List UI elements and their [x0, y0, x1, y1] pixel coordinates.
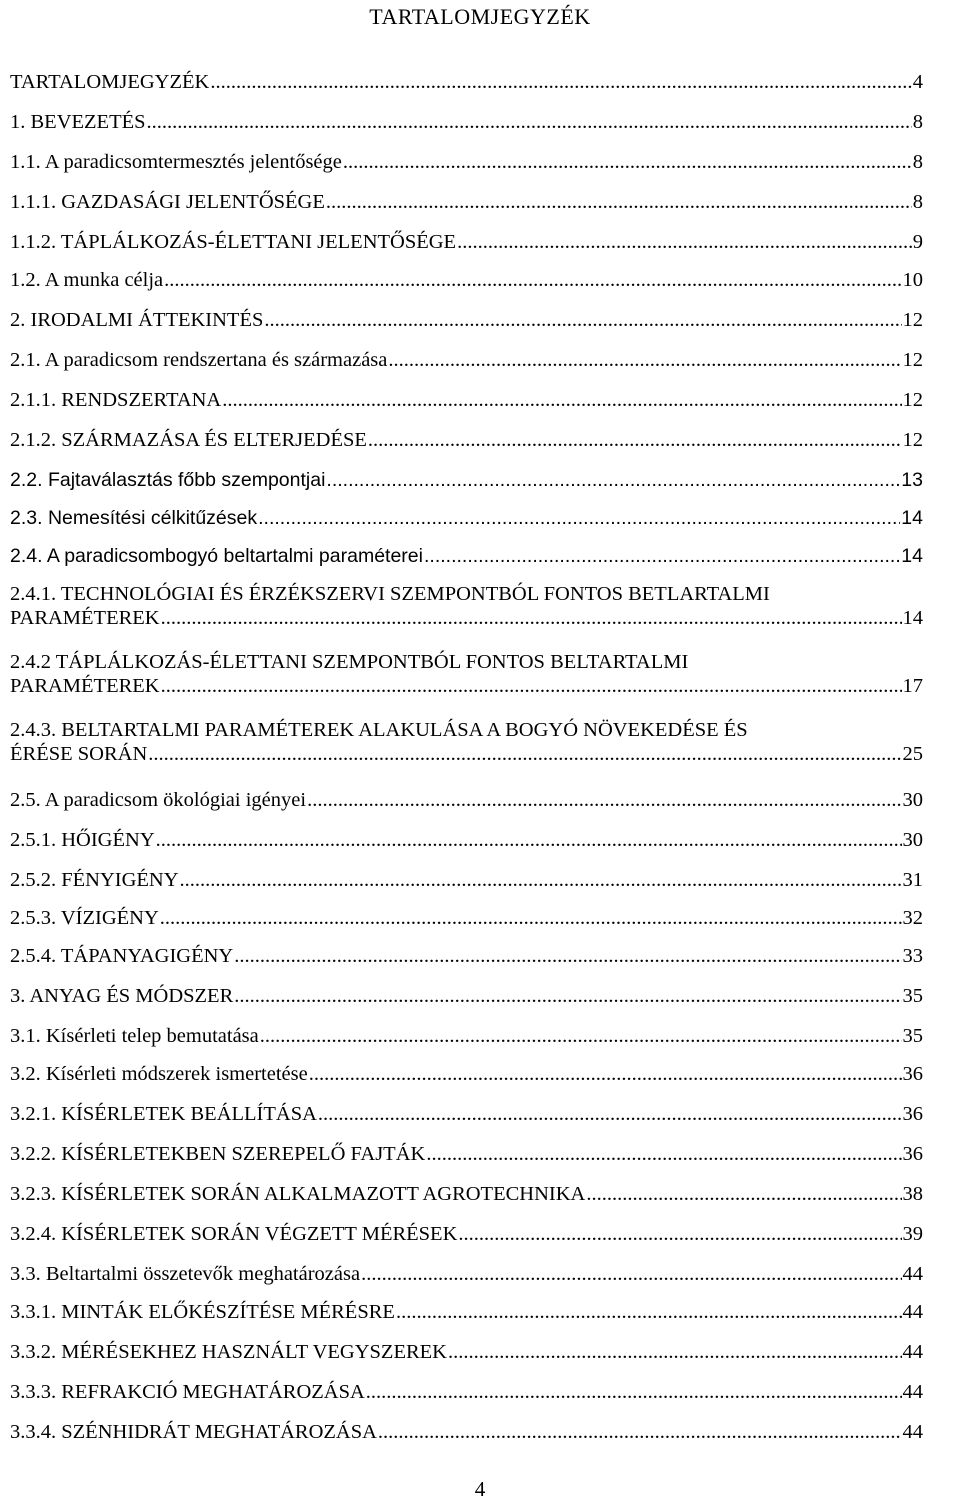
toc-entry-row	[10, 1222, 923, 1246]
toc-entry	[10, 828, 923, 852]
toc-entry-page: 10	[902, 269, 923, 291]
toc-entry-page: 14	[901, 507, 923, 529]
toc-entry-page: 44	[902, 1301, 923, 1323]
toc-entry-title: 2.1. A paradicsom rendszertana és származása	[10, 349, 388, 371]
toc-entry	[10, 190, 923, 214]
toc-entry-row	[10, 388, 923, 412]
toc-entry-row	[10, 674, 923, 698]
toc-entry-title: 2.1.1. RENDSZERTANA	[10, 389, 222, 411]
toc-leader-dots	[309, 1062, 902, 1086]
toc-entry-page: 12	[902, 309, 923, 331]
toc-entry	[10, 544, 923, 568]
toc-entry-row	[10, 606, 923, 630]
toc-entry	[10, 1102, 923, 1126]
toc-entry-row	[10, 1062, 923, 1086]
toc-entry-row	[10, 348, 923, 372]
toc-entry-row	[10, 230, 923, 254]
toc-entry-title: 2.5.3. VÍZIGÉNY	[10, 907, 159, 929]
toc-entry-title: 3.2. Kísérleti módszerek ismertetése	[10, 1063, 308, 1085]
toc-entry-row	[10, 428, 923, 452]
toc-entry-page: 25	[902, 743, 923, 765]
toc-entry-page: 39	[902, 1223, 923, 1245]
toc-entry-row	[10, 828, 923, 852]
toc-entry-title: 3.1. Kísérleti telep bemutatása	[10, 1025, 259, 1047]
toc-leader-dots	[156, 828, 902, 852]
toc-entry	[10, 1024, 923, 1048]
toc-entry-page: 9	[912, 231, 923, 253]
toc-leader-dots	[318, 1102, 902, 1126]
toc-entry-title: 1.1.2. TÁPLÁLKOZÁS-ÉLETTANI JELENTŐSÉGE	[10, 231, 457, 253]
toc-entry-title: 2.5.4. TÁPANYAGIGÉNY	[10, 945, 234, 967]
toc-entry	[10, 718, 923, 766]
page-title: TARTALOMJEGYZÉK	[369, 4, 591, 29]
toc-entry-page: 31	[902, 869, 923, 891]
toc-entry-title: 3.2.3. KÍSÉRLETEK SORÁN ALKALMAZOTT AGROTECHNIKA	[10, 1183, 586, 1205]
toc-entry-row	[10, 906, 923, 930]
toc-entry-row	[10, 1024, 923, 1048]
toc-leader-dots	[326, 190, 912, 214]
toc-leader-dots	[388, 348, 901, 372]
toc-leader-dots	[366, 1380, 902, 1404]
toc-entry-page: 32	[902, 907, 923, 929]
toc-entry	[10, 150, 923, 174]
toc-entry-page: 35	[902, 985, 923, 1007]
toc-entry	[10, 1380, 923, 1404]
toc-entry-page: 36	[902, 1103, 923, 1125]
toc-entry	[10, 268, 923, 292]
toc-entry-page: 36	[902, 1063, 923, 1085]
toc-leader-dots	[326, 468, 900, 492]
toc-leader-dots	[161, 606, 902, 630]
toc-entry-row	[10, 1142, 923, 1166]
toc-entry-title: ÉRÉSE SORÁN	[10, 743, 148, 765]
toc-entry-page: 44	[902, 1381, 923, 1403]
toc-entry-title: 2.2. Fajtaválasztás főbb szempontjai	[10, 469, 326, 491]
toc-entry-title: 3.3.4. SZÉNHIDRÁT MEGHATÁROZÁSA	[10, 1421, 377, 1443]
toc-leader-dots	[147, 110, 912, 134]
toc-leader-dots	[586, 1182, 901, 1206]
toc-entry-page: 17	[902, 675, 923, 697]
toc-leader-dots	[234, 984, 901, 1008]
toc-entry-page: 38	[902, 1183, 923, 1205]
toc-entry-row	[10, 468, 923, 492]
toc-leader-dots	[396, 1300, 902, 1324]
toc-entry-row	[10, 1300, 923, 1324]
toc-entry-page: 12	[902, 389, 923, 411]
toc-entry	[10, 650, 923, 698]
toc-entry	[10, 1062, 923, 1086]
toc-entry-title: 2.4. A paradicsombogyó beltartalmi paraméterei	[10, 545, 423, 567]
toc-leader-dots	[164, 268, 901, 292]
toc-entry	[10, 944, 923, 968]
toc-leader-dots	[361, 1262, 901, 1286]
toc-entry-title: 3.2.2. KÍSÉRLETEKBEN SZEREPELŐ FAJTÁK	[10, 1143, 426, 1165]
toc-leader-dots	[458, 1222, 901, 1246]
toc-entry-title: 1.2. A munka célja	[10, 269, 164, 291]
toc-leader-dots	[234, 944, 901, 968]
toc-entry-page: 36	[902, 1143, 923, 1165]
toc-leader-dots	[264, 308, 901, 332]
toc-entry-title: 2.3. Nemesítési célkitűzések	[10, 507, 258, 529]
toc-entry-row	[10, 268, 923, 292]
toc-entry-title: 2.5.1. HŐIGÉNY	[10, 829, 155, 851]
toc-entry	[10, 1142, 923, 1166]
toc-entry-page: 8	[912, 111, 923, 133]
toc-entry-page: 14	[901, 545, 923, 567]
toc-entry-title: 3.3.2. MÉRÉSEKHEZ HASZNÁLT VEGYSZEREK	[10, 1341, 447, 1363]
toc-entry-page: 13	[901, 469, 923, 491]
toc-entry-title: 1.1.1. GAZDASÁGI JELENTŐSÉGE	[10, 191, 325, 213]
toc-entry-page: 30	[902, 829, 923, 851]
toc-entry-first-line: 2.4.2 TÁPLÁLKOZÁS-ÉLETTANI SZEMPONTBÓL FONTOS BELTARTALMI	[10, 651, 689, 673]
toc-entry-title: 3.3.1. MINTÁK ELŐKÉSZÍTÉSE MÉRÉSRE	[10, 1301, 395, 1323]
toc-entry-title: 2.5. A paradicsom ökológiai igényei	[10, 789, 307, 811]
toc-entry	[10, 468, 923, 492]
toc-leader-dots	[260, 1024, 902, 1048]
toc-entry	[10, 984, 923, 1008]
toc-entry-row	[10, 308, 923, 332]
toc-entry-title: 1. BEVEZETÉS	[10, 111, 146, 133]
toc-entry-row	[10, 70, 923, 94]
toc-entry-page: 8	[912, 151, 923, 173]
toc-entry	[10, 1262, 923, 1286]
toc-entry-row	[10, 1380, 923, 1404]
toc-entry-row	[10, 1182, 923, 1206]
toc-entry-title: 3.2.4. KÍSÉRLETEK SORÁN VÉGZETT MÉRÉSEK	[10, 1223, 458, 1245]
toc-entry	[10, 1340, 923, 1364]
toc-entry	[10, 428, 923, 452]
toc-entry-page: 44	[902, 1341, 923, 1363]
toc-leader-dots	[343, 150, 912, 174]
toc-entry-page: 30	[902, 789, 923, 811]
toc-entry	[10, 868, 923, 892]
toc-entry-row	[10, 1340, 923, 1364]
toc-leader-dots	[457, 230, 912, 254]
page-number: 4	[474, 1477, 486, 1501]
toc-entry-title: 3.3. Beltartalmi összetevők meghatározása	[10, 1263, 361, 1285]
toc-entry-title: 3.2.1. KÍSÉRLETEK BEÁLLÍTÁSA	[10, 1103, 317, 1125]
toc-leader-dots	[258, 506, 900, 530]
toc-leader-dots	[161, 674, 902, 698]
toc-entry	[10, 308, 923, 332]
toc-entry-row	[10, 1420, 923, 1444]
toc-entry-first-line: 2.4.3. BELTARTALMI PARAMÉTEREK ALAKULÁSA A BOGYÓ NÖVEKEDÉSE ÉS	[10, 719, 748, 741]
toc-entry-row	[10, 788, 923, 812]
toc-entry	[10, 110, 923, 134]
toc-entry-title: 2. IRODALMI ÁTTEKINTÉS	[10, 309, 264, 331]
toc-entry	[10, 1300, 923, 1324]
toc-entry	[10, 1182, 923, 1206]
toc-leader-dots	[424, 544, 900, 568]
toc-entry-page: 33	[902, 945, 923, 967]
toc-entry	[10, 230, 923, 254]
toc-entry-row	[10, 506, 923, 530]
toc-leader-dots	[368, 428, 902, 452]
toc-entry-row	[10, 110, 923, 134]
toc-entry-first-line: 2.4.1. TECHNOLÓGIAI ÉS ÉRZÉKSZERVI SZEMPONTBÓL FONTOS BETLARTALMI	[10, 583, 770, 605]
toc-entry-page: 44	[902, 1263, 923, 1285]
toc-entry	[10, 906, 923, 930]
toc-entry-page: 14	[902, 607, 923, 629]
toc-entry-page: 12	[902, 349, 923, 371]
toc-leader-dots	[210, 70, 911, 94]
toc-leader-dots	[378, 1420, 902, 1444]
toc-entry-title: 1.1. A paradicsomtermesztés jelentősége	[10, 151, 342, 173]
toc-entry-row	[10, 1262, 923, 1286]
toc-entry-title: 3.3.3. REFRAKCIÓ MEGHATÁROZÁSA	[10, 1381, 365, 1403]
toc-entry-row	[10, 868, 923, 892]
toc-entry-title: 2.1.2. SZÁRMAZÁSA ÉS ELTERJEDÉSE	[10, 429, 367, 451]
toc-entry-row	[10, 544, 923, 568]
toc-entry	[10, 348, 923, 372]
toc-entry	[10, 1420, 923, 1444]
toc-entry-row	[10, 1102, 923, 1126]
toc-leader-dots	[160, 906, 902, 930]
toc-entry-page: 4	[912, 71, 923, 93]
toc-entry-title: PARAMÉTEREK	[10, 607, 160, 629]
toc-entry-title: 3. ANYAG ÉS MÓDSZER	[10, 985, 234, 1007]
toc-entry-row	[10, 190, 923, 214]
toc-leader-dots	[307, 788, 901, 812]
toc-entry-title: PARAMÉTEREK	[10, 675, 160, 697]
toc-entry	[10, 388, 923, 412]
toc-entry-title: TARTALOMJEGYZÉK	[10, 71, 210, 93]
toc-entry-page: 8	[912, 191, 923, 213]
toc-entry-row	[10, 742, 923, 766]
toc-leader-dots	[426, 1142, 901, 1166]
toc-leader-dots	[148, 742, 901, 766]
toc-entry-title: 2.5.2. FÉNYIGÉNY	[10, 869, 179, 891]
toc-entry	[10, 70, 923, 94]
toc-leader-dots	[448, 1340, 902, 1364]
toc-leader-dots	[180, 868, 902, 892]
toc-entry-row	[10, 944, 923, 968]
toc-entry	[10, 582, 923, 630]
toc-entry-page: 35	[902, 1025, 923, 1047]
toc-entry	[10, 506, 923, 530]
toc-leader-dots	[222, 388, 901, 412]
toc-entry	[10, 788, 923, 812]
toc-entry	[10, 1222, 923, 1246]
toc-entry-row	[10, 150, 923, 174]
toc-entry-page: 44	[902, 1421, 923, 1443]
toc-entry-page: 12	[902, 429, 923, 451]
toc-entry-row	[10, 984, 923, 1008]
